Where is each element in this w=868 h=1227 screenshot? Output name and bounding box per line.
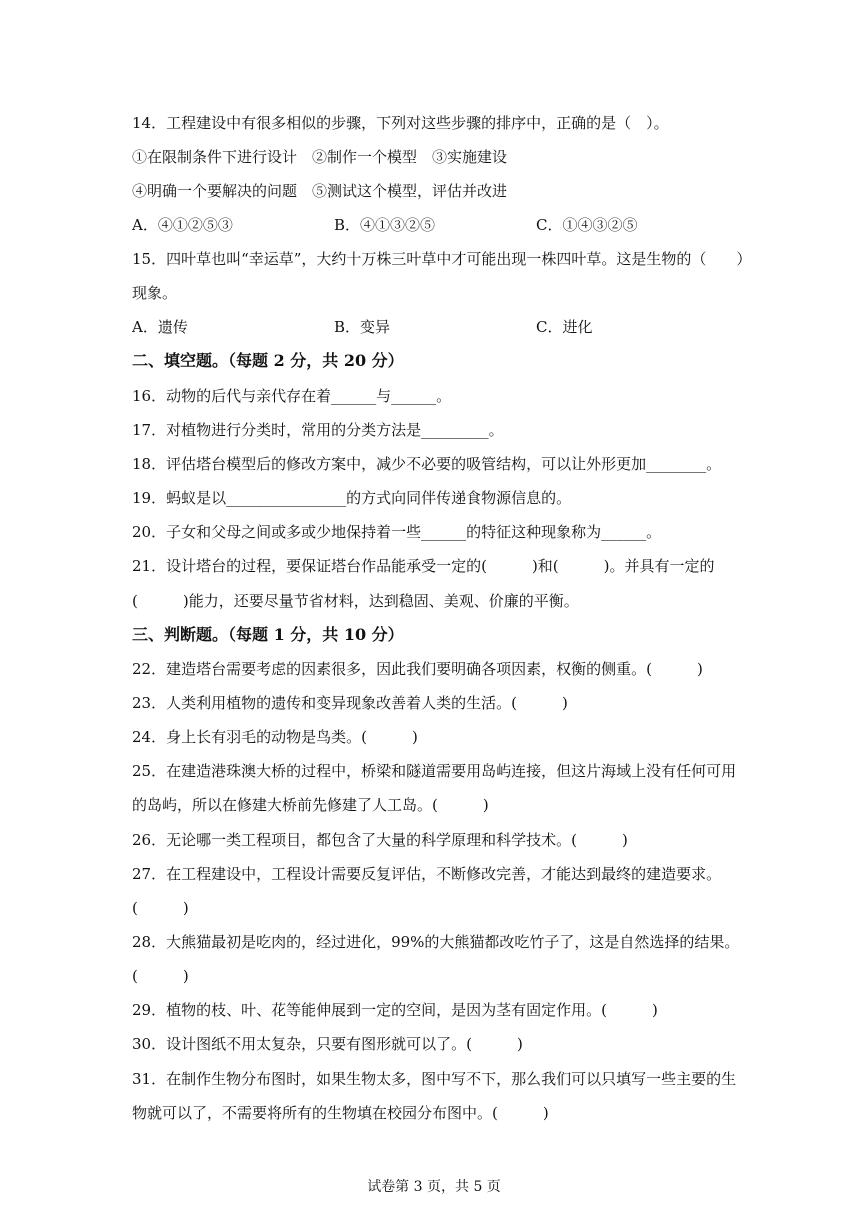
q20: 20．子女和父母之间或多或少地保持着一些______的特征这种现象称为______。 xyxy=(132,523,662,541)
q24: 24．身上长有羽毛的动物是鸟类。( ) xyxy=(132,728,418,746)
q15-option-c: C．进化 xyxy=(536,318,593,336)
page-footer: 试卷第 3 页，共 5 页 xyxy=(367,1179,501,1195)
q16: 16．动物的后代与亲代存在着______与______。 xyxy=(132,387,452,405)
q26: 26．无论哪一类工程项目，都包含了大量的科学原理和科学技术。( ) xyxy=(132,831,628,849)
q25-line1: 25．在建造港珠澳大桥的过程中，桥梁和隧道需要用岛屿连接，但这片海域上没有任何可用 xyxy=(132,762,737,780)
q21-line1: 21．设计塔台的过程，要保证塔台作品能承受一定的( )和( )。并具有一定的 xyxy=(132,557,715,575)
q31-line1: 31．在制作生物分布图时，如果生物太多，图中写不下，那么我们可以只填写一些主要的生 xyxy=(132,1070,737,1088)
q27-line1: 27．在工程建设中，工程设计需要反复评估，不断修改完善，才能达到最终的建造要求。 xyxy=(132,865,722,883)
q29: 29．植物的枝、叶、花等能伸展到一定的空间，是因为茎有固定作用。( ) xyxy=(132,1001,658,1019)
q22: 22．建造塔台需要考虑的因素很多，因此我们要明确各项因素，权衡的侧重。( ) xyxy=(132,660,703,678)
q19: 19．蚂蚁是以________________的方式向同伴传递食物源信息的。 xyxy=(132,489,572,507)
q15-option-b: B．变异 xyxy=(334,318,391,336)
q14-option-c: C．①④③②⑤ xyxy=(536,216,638,234)
q25-line2: 的岛屿，所以在修建大桥前先修建了人工岛。( ) xyxy=(132,796,489,814)
q27-line2: ( ) xyxy=(132,899,189,917)
q18: 18．评估塔台模型后的修改方案中，减少不必要的吸管结构，可以让外形更加________。 xyxy=(132,455,722,473)
q15-stem-cont: 现象。 xyxy=(132,284,178,302)
q14-steps-line1: ①在限制条件下进行设计 ②制作一个模型 ③实施建设 xyxy=(132,148,508,166)
q14-steps-line2: ④明确一个要解决的问题 ⑤测试这个模型，评估并改进 xyxy=(132,182,508,200)
q14-stem: 14．工程建设中有很多相似的步骤，下列对这些步骤的排序中，正确的是（ ）。 xyxy=(132,114,669,132)
q21-line2: ( )能力，还要尽量节省材料，达到稳固、美观、价廉的平衡。 xyxy=(132,592,579,610)
q14-option-a: A．④①②⑤③ xyxy=(132,216,233,234)
section2-title: 二、填空题。（每题 2 分，共 20 分） xyxy=(132,351,404,370)
q15-option-a: A．遗传 xyxy=(132,318,188,336)
q31-line2: 物就可以了，不需要将所有的生物填在校园分布图中。( ) xyxy=(132,1104,549,1122)
q15-stem: 15．四叶草也叫“幸运草”，大约十万株三叶草中才可能出现一株四叶草。这是生物的（ ） xyxy=(132,250,752,268)
section3-title: 三、判断题。（每题 1 分，共 10 分） xyxy=(132,625,404,644)
q14-option-b: B．④①③②⑤ xyxy=(334,216,436,234)
q17: 17．对植物进行分类时，常用的分类方法是_________。 xyxy=(132,421,504,439)
q30: 30．设计图纸不用太复杂，只要有图形就可以了。( ) xyxy=(132,1035,523,1053)
q23: 23．人类利用植物的遗传和变异现象改善着人类的生活。( ) xyxy=(132,694,568,712)
q28-line1: 28．大熊猫最初是吃肉的，经过进化，99%的大熊猫都改吃竹子了，这是自然选择的结果。 xyxy=(132,933,740,951)
q28-line2: ( ) xyxy=(132,967,189,985)
